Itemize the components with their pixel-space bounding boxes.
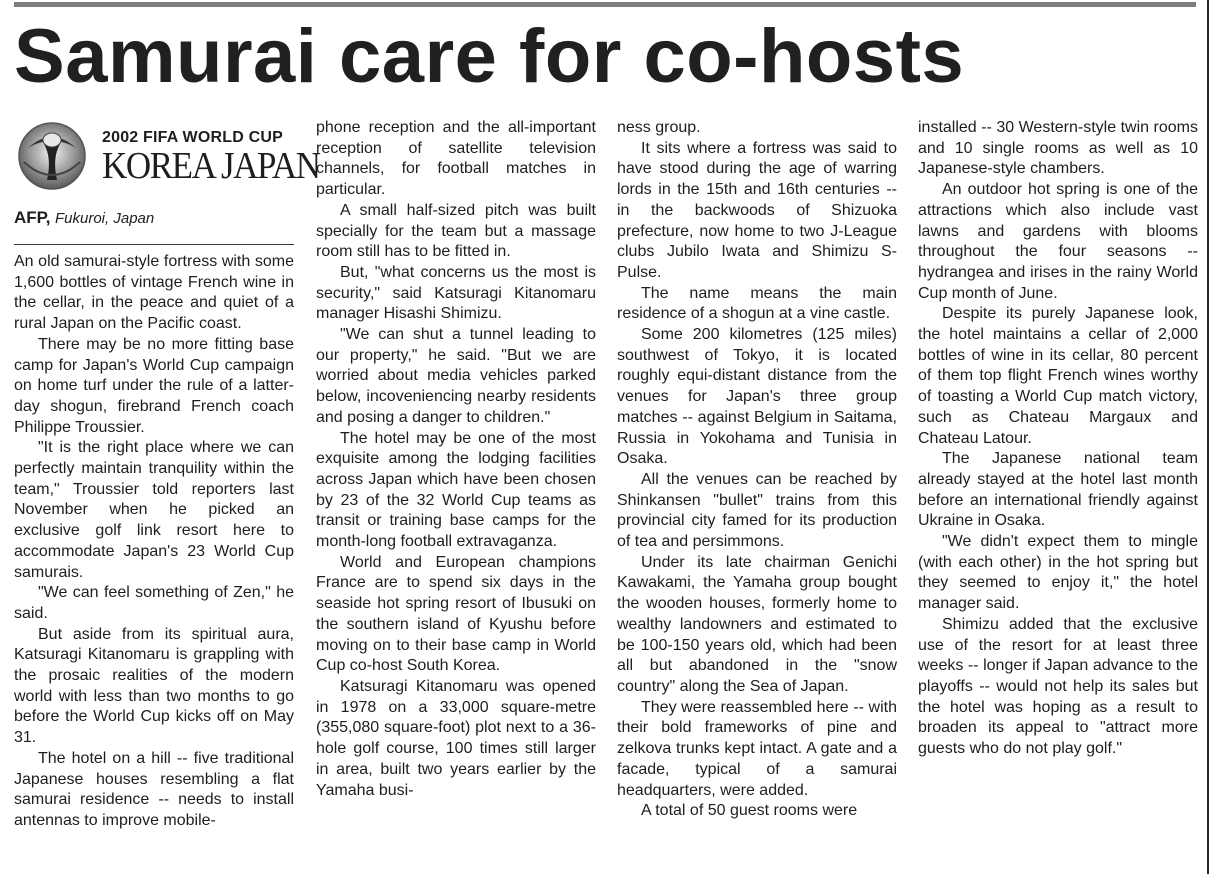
paragraph: There may be no more fitting base camp for Japan's World Cup campaign on home turf under the rule of a latter-day shogun, firebrand French coach Philippe Troussier. <box>14 335 294 436</box>
logo-hosts-text: KOREA JAPAN <box>102 145 320 187</box>
article-column-2 <box>316 118 596 801</box>
paragraph: An old samurai-style fortress with some 1,600 bottles of vintage French wine in the cellar, in the peace and quiet of a rural Japan on the Pacific coast. <box>14 253 294 333</box>
paragraph: The Japanese national team already stayed at the hotel last month before an international friendly against Ukraine in Osaka. <box>918 450 1198 530</box>
paragraph: Katsuragi Kitanomaru was opened in 1978 on a 33,000 square-metre (355,080 square-foot) plot next to a 36-hole golf course, 100 times still larger in area, built two years earlier by the Yamaha busi- <box>316 677 596 799</box>
logo-event-text: 2002 FIFA WORLD CUP <box>102 129 284 146</box>
paragraph: But, "what concerns us the most is security," said Katsuragi Kitanomaru manager Hisashi Shimizu. <box>316 263 596 323</box>
paragraph: "It is the right place where we can perfectly maintain tranquility within the team," Troussier told reporters last November when he picked an exclusive golf link resort here to accommodate Japan's 23 World Cup samurais. <box>14 439 294 581</box>
paragraph: It sits where a fortress was said to have stood during the age of warring lords in the 15th and 16th centuries -- in the backwoods of Shizuoka prefecture, now home to two J-League clubs Jubilo Iwata and Shimizu S-Pulse. <box>617 139 897 281</box>
byline-place: Fukuroi, Japan <box>55 210 155 227</box>
byline-divider <box>14 244 294 245</box>
paragraph: ness group. <box>617 119 701 136</box>
article-column-3 <box>617 118 897 822</box>
byline <box>14 208 294 244</box>
column-edge-rule <box>1207 0 1209 874</box>
paragraph: A small half-sized pitch was built specially for the team but a massage room still has to be fitted in. <box>316 201 596 261</box>
paragraph: Some 200 kilometres (125 miles) southwest of Tokyo, it is located roughly equi-distant distance from the venues for Japan's three group matches -- against Belgium in Saitama, Russia in Yokohama and Tunisia in Osaka. <box>617 326 897 468</box>
paragraph: A total of 50 guest rooms were <box>641 802 858 820</box>
byline-agency: AFP, <box>14 208 51 227</box>
paragraph: The hotel may be one of the most exquisite among the lodging facilities across Japan which have been chosen by 23 of the 32 World Cup teams as transit or training base camps for the month-long football extravaganza. <box>316 429 596 551</box>
paragraph: The name means the main residence of a shogun at a vine castle. <box>617 284 897 323</box>
paragraph: An outdoor hot spring is one of the attractions which also include vast lawns and gardens with blooms throughout the four seasons -- hydrangea and irises in the rainy World Cup month of June. <box>918 181 1198 302</box>
world-cup-logo <box>14 118 320 194</box>
paragraph: They were reassembled here -- with their bold frameworks of pine and zelkova trunks kept intact. A gate and a facade, typical of a samurai headquarters, were added. <box>617 698 897 799</box>
headline: Samurai care for co-hosts <box>14 14 965 99</box>
article-column-1 <box>14 118 320 832</box>
paragraph: "We didn't expect them to mingle (with each other) in the hot spring but they seemed to enjoy it," the hotel manager said. <box>918 533 1198 613</box>
article-column-4 <box>918 118 1198 760</box>
paragraph: Under its late chairman Genichi Kawakami, the Yamaha group bought the wooden houses, formerly home to wealthy landowners and estimated to be 100-150 years old, which had been all but abandoned in the "snow country" along the Sea of Japan. <box>617 553 897 695</box>
paragraph: "We can feel something of Zen," he said. <box>14 584 294 622</box>
paragraph: Shimizu added that the exclusive use of the resort for at least three weeks -- longer if Japan advance to the playoffs -- would not help its sales but the hotel was hoping as a result to broaden its appeal to "attract more guests who do not play golf." <box>918 615 1198 758</box>
paragraph: installed -- 30 Western-style twin rooms and 10 single rooms as well as 10 Japanese-style chambers. <box>918 119 1198 178</box>
top-rule <box>14 2 1196 7</box>
paragraph: But aside from its spiritual aura, Katsuragi Kitanomaru is grappling with the prosaic realities of the modern world with less than two months to go before the World Cup kicks off on May 31. <box>14 625 294 747</box>
paragraph: Despite its purely Japanese look, the hotel maintains a cellar of 2,000 bottles of wine in its cellar, 80 percent of them top flight French wines worthy of toasting a World Cup match victory, such as Chateau Margaux and Chateau Latour. <box>918 305 1198 447</box>
trophy-emblem-icon <box>14 118 94 194</box>
paragraph: The hotel on a hill -- five traditional Japanese houses resembling a flat samurai residence -- needs to install antennas to improve mobile- <box>14 749 294 829</box>
paragraph: World and European champions France are to spend six days in the seaside hot spring resort of Ibusuki on the southern island of Kyushu before moving on to their base camp in World Cup co-host South Korea. <box>316 553 596 675</box>
paragraph: phone reception and the all-important reception of satellite television channels, for football matches in particular. <box>316 119 596 199</box>
paragraph: "We can shut a tunnel leading to our property," he said. "But we are worried about media vehicles parked below, incoveniencing nearby residents and posing a danger to children." <box>316 326 596 426</box>
paragraph: All the venues can be reached by Shinkansen "bullet" trains from this provincial city famed for its production of tea and persimmons. <box>617 470 897 551</box>
